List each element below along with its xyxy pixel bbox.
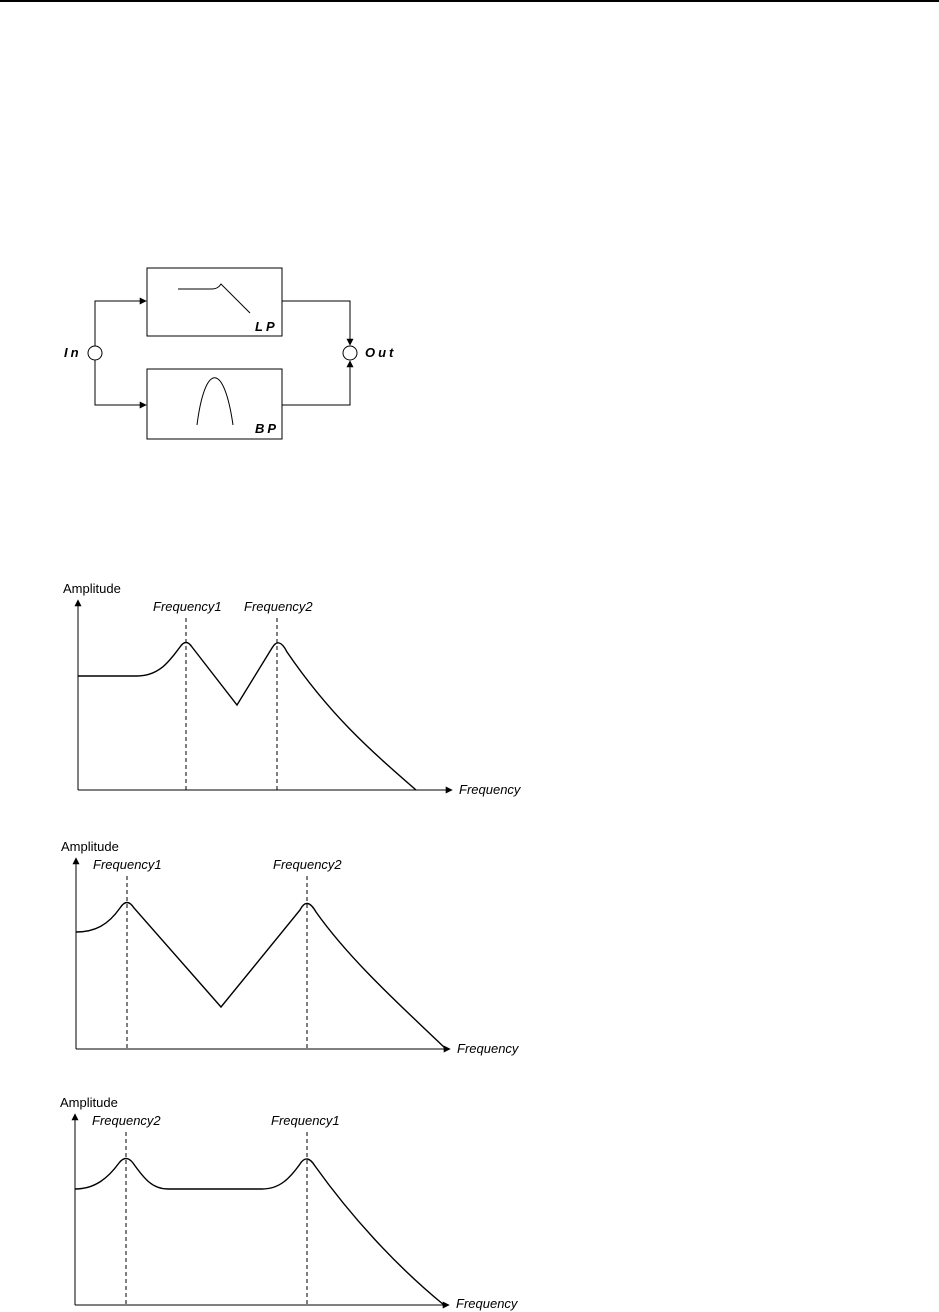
plot2-y-axis-label: Amplitude bbox=[61, 839, 119, 854]
plot2-response-curve bbox=[76, 903, 446, 1050]
plot3-y-axis-label: Amplitude bbox=[60, 1095, 118, 1110]
plot3-marker-label-2: Frequency1 bbox=[271, 1113, 340, 1128]
plot1-x-axis-label: Frequency bbox=[459, 782, 521, 797]
response-plot-1 bbox=[63, 581, 522, 797]
plot1-response-curve bbox=[78, 643, 416, 791]
input-label: In bbox=[64, 345, 82, 360]
plot3-marker-label-1: Frequency2 bbox=[92, 1113, 161, 1128]
lowpass-label: LP bbox=[255, 319, 278, 334]
plot3-x-axis-label: Frequency bbox=[456, 1296, 518, 1311]
plot1-marker-label-1: Frequency1 bbox=[153, 599, 222, 614]
plot2-marker-label-2: Frequency2 bbox=[273, 857, 342, 872]
plot1-y-axis-label: Amplitude bbox=[63, 581, 121, 596]
wire-lp-to-output bbox=[282, 301, 350, 345]
wire-input-to-lp bbox=[95, 301, 146, 346]
response-plot-3 bbox=[60, 1095, 519, 1311]
output-summing-node bbox=[343, 346, 357, 360]
plot2-marker-label-1: Frequency1 bbox=[93, 857, 162, 872]
block-diagram bbox=[64, 268, 396, 439]
response-plot-2 bbox=[61, 839, 520, 1056]
plot1-marker-label-2: Frequency2 bbox=[244, 599, 313, 614]
wire-input-to-bp bbox=[95, 360, 146, 405]
input-summing-node bbox=[88, 346, 102, 360]
bandpass-label: BP bbox=[255, 421, 280, 436]
plot2-x-axis-label: Frequency bbox=[457, 1041, 519, 1056]
wire-bp-to-output bbox=[282, 361, 350, 405]
output-label: Out bbox=[365, 345, 397, 360]
plot3-response-curve bbox=[75, 1159, 444, 1306]
